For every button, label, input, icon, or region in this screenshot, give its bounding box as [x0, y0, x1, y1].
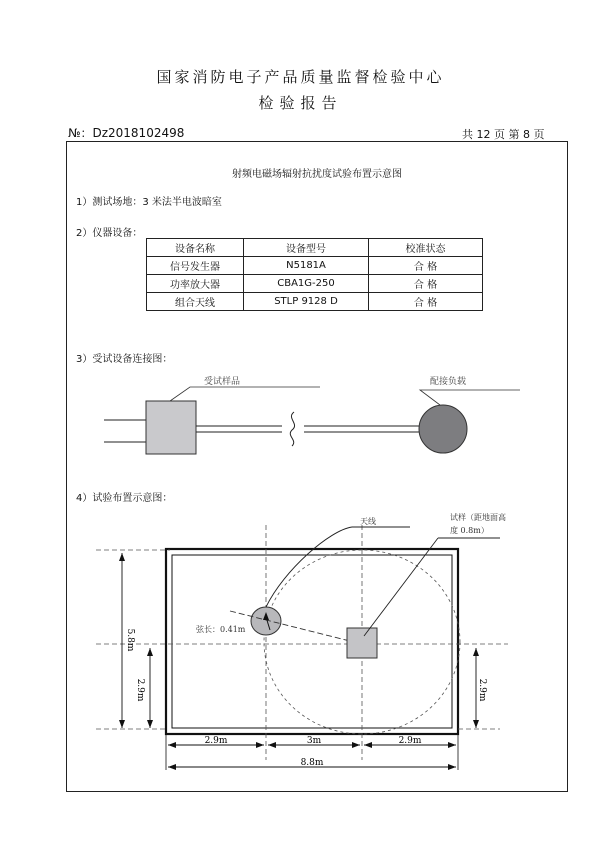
eut-label: 试样（距地面高 — [450, 513, 506, 522]
table-header-cell: 设备名称 — [147, 239, 244, 257]
load-label: 配接负载 — [430, 377, 467, 387]
org-name: 国家消防电子产品质量监督检验中心 — [156, 68, 445, 86]
chamber-inner-wall — [172, 555, 452, 728]
antenna-circle — [251, 607, 281, 635]
table-cell: CBA1G-250 — [244, 275, 369, 293]
dim-total-width: 8.8m — [300, 758, 324, 768]
antenna-label: 天线 — [360, 517, 376, 526]
dim-right-width: 2.9m — [398, 736, 422, 746]
table-cell: 信号发生器 — [147, 257, 244, 275]
eut-label-2: 度 0.8m） — [450, 526, 489, 535]
dim-left-height: 2.9m — [135, 678, 145, 702]
table-cell: 组合天线 — [147, 293, 244, 311]
table-header-cell: 设备型号 — [244, 239, 369, 257]
dim-left-width: 2.9m — [204, 736, 228, 746]
page-count: 共 12 页 第 8 页 — [462, 128, 545, 141]
test-site: 1）测试场地：3 米法半电波暗室 — [76, 197, 222, 208]
connection-heading: 3）受试设备连接图： — [76, 354, 173, 365]
dim-right-height: 2.9m — [477, 678, 487, 702]
eut-square — [347, 628, 377, 658]
table-cell: N5181A — [244, 257, 369, 275]
table-cell: 功率放大器 — [147, 275, 244, 293]
chamber-outer-wall — [166, 549, 458, 734]
dim-total-height: 5.8m — [125, 628, 135, 652]
table-cell: STLP 9128 D — [244, 293, 369, 311]
layout-heading: 4）试验布置示意图： — [76, 493, 173, 504]
table-cell: 合 格 — [369, 257, 483, 275]
dim-mid-width: 3m — [306, 736, 322, 746]
table-header-cell: 校准状态 — [369, 239, 483, 257]
radius-label: 弦长：0.41m — [196, 625, 246, 634]
report-number: №：Dz2018102498 — [68, 126, 185, 140]
table-cell: 合 格 — [369, 293, 483, 311]
report-title: 检验报告 — [258, 94, 343, 112]
section-title: 射频电磁场辐射抗扰度试验布置示意图 — [232, 169, 402, 180]
table-cell: 合 格 — [369, 275, 483, 293]
equipment-heading: 2）仪器设备： — [76, 228, 143, 239]
eut-label: 受试样品 — [204, 377, 241, 387]
